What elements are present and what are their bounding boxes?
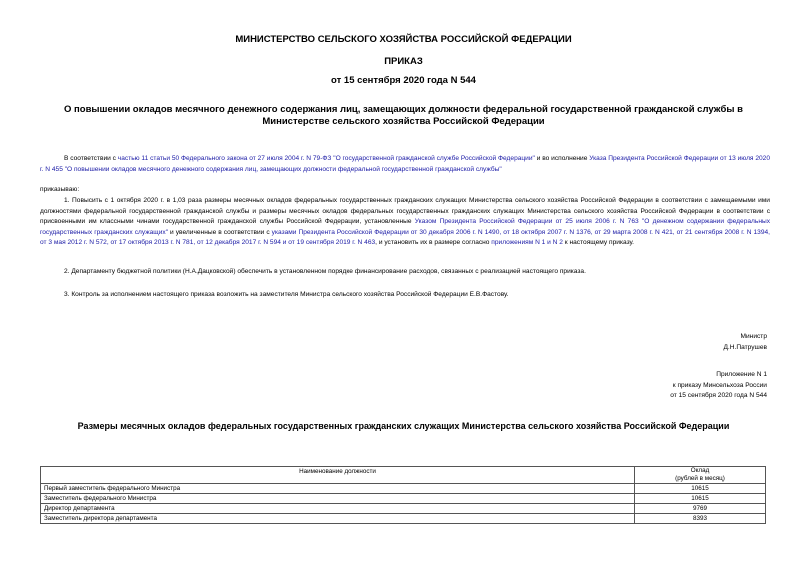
- appendix-title: Размеры месячных окладов федеральных государственных гражданских служащих Министерства сельского хозяйства Российской Федерации: [77, 421, 730, 431]
- document-type: ПРИКАЗ: [384, 56, 423, 67]
- table-row: [41, 484, 766, 494]
- item-2-paragraph: [40, 267, 770, 278]
- item-2-text: 2. Департаменту бюджетной политики (Н.А.Дацковской) обеспечить в установленном порядке финансирование расходов, связанных с реализацией настоящего приказа.: [64, 268, 586, 275]
- table-row: [41, 494, 766, 504]
- appendix-line-1: Приложение N 1: [716, 371, 767, 378]
- item-1-paragraph: [40, 196, 770, 249]
- row-position-name: Заместитель директора департамента: [41, 514, 635, 524]
- row-position-name: Первый заместитель федерального Министра: [41, 484, 635, 494]
- row-salary-value: 9769: [635, 504, 766, 514]
- row-position-name: Директор департамента: [41, 504, 635, 514]
- table-row: [41, 514, 766, 524]
- appendix-line-2: к приказу Минсельхоза России: [672, 381, 767, 389]
- item-1-text-2: и увеличенные в соответствии с: [168, 228, 272, 236]
- document-title: О повышении окладов месячного денежного содержания лиц, замещающих должности федеральной государственной гражданской службы в Министерстве сельского хозяйства Российской Федерации: [64, 104, 743, 127]
- ministry-name: МИНИСТЕРСТВО СЕЛЬСКОГО ХОЗЯЙСТВА РОССИЙСКОЙ ФЕДЕРАЦИИ: [235, 34, 572, 45]
- item-3-text: 3. Контроль за исполнением настоящего приказа возложить на заместителя Министра сельского хозяйства Российской Федерации Е.В.Фастову.: [64, 291, 509, 298]
- item-1-text-1: 1. Повысить с 1 октября 2020 г. в 1,03 раза размеры месячных окладов федеральных государственных гражданских служащих Министерства сельского хозяйства Российской Федерации в соответствии с замещаемыми ими должностями федеральной государственной гражданской службы и размеры месячных окладов федеральных государственных гражданских служащих Министерства сельского хозяйства Российской Федерации в соответствии с присвоенными им классными чинами государственной гражданской службы Российской Федерации, установленные: [40, 197, 770, 225]
- signature-name: Д.Н.Патрушев: [723, 343, 767, 351]
- item-1-text-4: к настоящему приказу.: [562, 239, 635, 246]
- table-header-row: [41, 467, 766, 484]
- table-row: [41, 504, 766, 514]
- decree-763-link[interactable]: Указом Президента Российской Федерации от 25 июля 2006 г. N 763 "О денежном содержании федеральных государственных гражданских служащих": [40, 218, 770, 236]
- preamble-text-2: и во исполнение: [534, 155, 590, 162]
- order-word: приказываю:: [40, 186, 80, 193]
- appendices-link[interactable]: приложениям N 1 и N 2: [491, 239, 563, 246]
- row-salary-value: 10615: [635, 494, 766, 504]
- row-position-name: Заместитель федерального Министра: [41, 494, 635, 504]
- appendix-header: [670, 370, 767, 402]
- row-salary-value: 8393: [635, 514, 766, 524]
- decrees-list-link[interactable]: указами Президента Российской Федерации от 30 декабря 2006 г. N 1490, от 18 октября 2007 г. N 1376, от 29 марта 2008 г. N 421, от 21 сентября 2008 г. N 1394, от 3 мая 2012 г. N 572, от 17 октября 2013 г. N 781, от 12 декабря 2017 г. N 594 и от 19 сентября 2019 г. N 463: [40, 228, 771, 246]
- header-position-name: Наименование должности: [41, 467, 635, 484]
- item-3-paragraph: [40, 290, 770, 301]
- preamble-paragraph: [40, 154, 770, 175]
- row-salary-value: 10615: [635, 484, 766, 494]
- document-date-number: от 15 сентября 2020 года N 544: [331, 75, 476, 86]
- appendix-line-3: от 15 сентября 2020 года N 544: [670, 392, 767, 399]
- law-79fz-link[interactable]: частью 11 статьи 50 Федерального закона от 27 июля 2004 г. N 79-ФЗ "О государственной гражданской службе Российской Федерации": [117, 155, 535, 162]
- salary-table: [40, 466, 766, 524]
- decree-455-link[interactable]: Указа Президента Российской Федерации от 13 июля 2020 г. N 455 "О повышении окладов месячного денежного содержания лиц, замещающих должности федеральной государственной гражданской службы": [40, 155, 771, 173]
- signature-block: [723, 332, 767, 353]
- item-1-text-3: , и установить их в размере согласно: [375, 239, 492, 246]
- header-salary: [635, 467, 766, 484]
- header-salary-line-1: Оклад: [690, 467, 710, 474]
- signature-position: Министр: [740, 333, 767, 340]
- header-salary-line-2: (рублей в месяц): [675, 475, 725, 482]
- preamble-text-1: В соответствии с: [64, 155, 118, 162]
